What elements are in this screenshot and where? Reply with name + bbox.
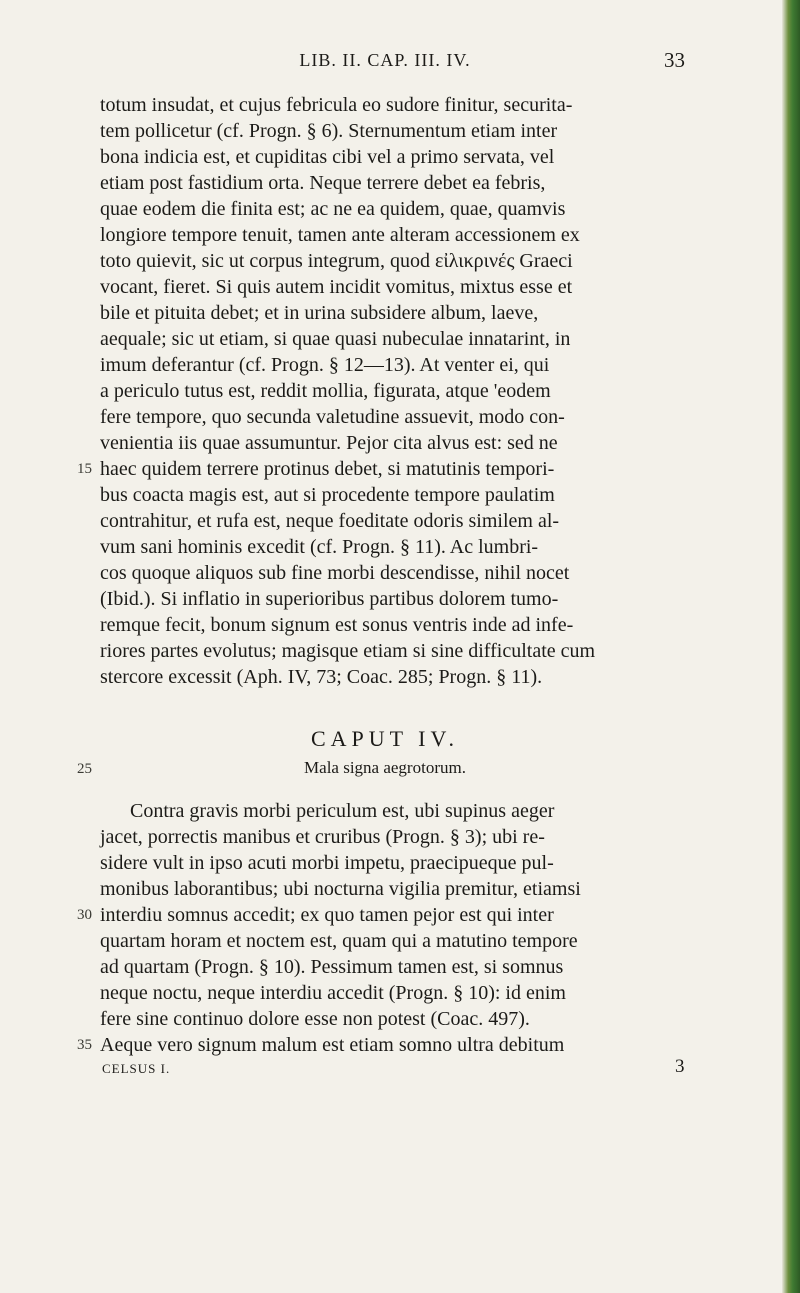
page-number: 33 bbox=[664, 48, 685, 72]
text-line: toto quievit, sic ut corpus integrum, quod εἰλικρινές Graeci bbox=[100, 250, 573, 272]
page-edge bbox=[782, 0, 800, 1293]
text-line: haec quidem terrere protinus debet, si matutinis tempori- bbox=[100, 458, 555, 480]
text-line: aequale; sic ut etiam, si quae quasi nubeculae innatarint, in bbox=[100, 328, 571, 350]
text-line: neque noctu, neque interdiu accedit (Progn. § 10): id enim bbox=[100, 982, 566, 1004]
text-line: cos quoque aliquos sub fine morbi descendisse, nihil nocet bbox=[100, 562, 570, 584]
text-line: stercore excessit (Aph. IV, 73; Coac. 285; Progn. § 11). bbox=[100, 666, 543, 688]
text-line: fere tempore, quo secunda valetudine assuevit, modo con- bbox=[100, 406, 565, 428]
text-line: bona indicia est, et cupiditas cibi vel a primo servata, vel bbox=[100, 146, 555, 168]
text-line: jacet, porrectis manibus et cruribus (Progn. § 3); ubi re- bbox=[100, 826, 545, 848]
margin-line-number: 25 bbox=[77, 761, 92, 777]
text-line: totum insudat, et cujus febricula eo sudore finitur, securita- bbox=[100, 94, 573, 116]
text-line: tem pollicetur (cf. Progn. § 6). Sternumentum etiam inter bbox=[100, 120, 558, 142]
text-line: vocant, fieret. Si quis autem incidit vomitus, mixtus esse et bbox=[100, 276, 573, 298]
text-line: (Ibid.). Si inflatio in superioribus partibus dolorem tumo- bbox=[100, 588, 559, 610]
signature-mark: CELSUS I. bbox=[102, 1061, 171, 1076]
running-head: LIB. II. CAP. III. IV. bbox=[299, 50, 471, 70]
text-line: bile et pituita debet; et in urina subsidere album, laeve, bbox=[100, 302, 539, 324]
margin-line-number: 35 bbox=[77, 1037, 92, 1053]
chapter-title: CAPUT IV. bbox=[310, 726, 460, 751]
text-line: vum sani hominis excedit (cf. Progn. § 11). Ac lumbri- bbox=[100, 536, 539, 558]
text-line: remque fecit, bonum signum est sonus ventris inde ad infe- bbox=[100, 614, 574, 636]
text-line: etiam post fastidium orta. Neque terrere debet ea febris, bbox=[100, 172, 546, 194]
text-line: contrahitur, et rufa est, neque foeditate odoris similem al- bbox=[100, 510, 560, 532]
text-line: a periculo tutus est, reddit mollia, figurata, atque 'eodem bbox=[100, 380, 551, 402]
text-line: longiore tempore tenuit, tamen ante alteram accessionem ex bbox=[100, 224, 580, 246]
text-line: quae eodem die finita est; ac ne ea quidem, quae, quamvis bbox=[100, 198, 566, 220]
chapter-subtitle: Mala signa aegrotorum. bbox=[304, 758, 466, 777]
text-line: sidere vult in ipso acuti morbi impetu, praecipueque pul- bbox=[100, 852, 554, 874]
text-line: Aeque vero signum malum est etiam somno ultra debitum bbox=[100, 1034, 565, 1056]
text-line: bus coacta magis est, aut si procedente tempore paulatim bbox=[100, 484, 555, 506]
text-line: quartam horam et noctem est, quam qui a matutino tempore bbox=[100, 930, 578, 952]
text-line: fere sine continuo dolore esse non potest (Coac. 497). bbox=[100, 1008, 530, 1030]
text-line: monibus laborantibus; ubi nocturna vigilia premitur, etiamsi bbox=[100, 878, 581, 900]
text-line: Contra gravis morbi periculum est, ubi supinus aeger bbox=[130, 800, 555, 822]
text-line: imum deferantur (cf. Progn. § 12—13). At venter ei, qui bbox=[100, 354, 550, 376]
gathering-mark: 3 bbox=[675, 1056, 685, 1077]
text-line: riores partes evolutus; magisque etiam si sine difficultate cum bbox=[100, 640, 596, 662]
text-line: ad quartam (Progn. § 10). Pessimum tamen est, si somnus bbox=[100, 956, 564, 978]
text-line: venientia iis quae assumuntur. Pejor cita alvus est: sed ne bbox=[100, 432, 558, 454]
margin-line-number: 15 bbox=[77, 461, 92, 477]
page-header bbox=[0, 50, 770, 74]
text-line: interdiu somnus accedit; ex quo tamen pejor est qui inter bbox=[100, 904, 554, 926]
margin-line-number: 30 bbox=[77, 907, 92, 923]
